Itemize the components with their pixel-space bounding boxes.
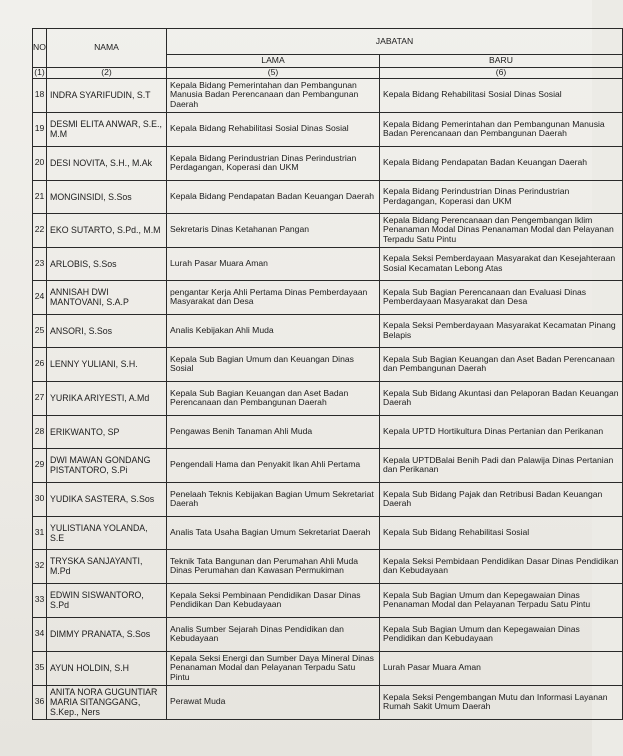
- old-position: Kepala Sub Bagian Umum dan Keuangan Dinas Sosial: [167, 347, 380, 381]
- row-number: 26: [33, 347, 47, 381]
- header-no: NO: [33, 29, 47, 68]
- new-position: Kepala Seksi Pemberdayaan Masyarakat dan Kesejahteraan Sosial Kecamatan Lebong Atas: [380, 247, 623, 280]
- table-row: [33, 381, 623, 415]
- row-number: 28: [33, 415, 47, 448]
- employee-name: LENNY YULIANI, S.H.: [47, 347, 167, 381]
- table-row: [33, 415, 623, 448]
- old-position: Kepala Bidang Rehabilitasi Sosial Dinas Sosial: [167, 112, 380, 146]
- new-position: Kepala Sub Bagian Umum dan Kepegawaian Dinas Pendidikan dan Kebudayaan: [380, 617, 623, 651]
- old-position: Kepala Sub Bagian Keuangan dan Aset Badan Perencanaan dan Pembangunan Daerah: [167, 381, 380, 415]
- index-cell: (6): [380, 67, 623, 78]
- row-number: 36: [33, 685, 47, 719]
- table-row: [33, 651, 623, 685]
- row-number: 31: [33, 516, 47, 549]
- employee-name: ERIKWANTO, SP: [47, 415, 167, 448]
- employee-name: YULISTIANA YOLANDA, S.E: [47, 516, 167, 549]
- row-number: 27: [33, 381, 47, 415]
- new-position: Kepala Sub Bagian Perencanaan dan Evaluasi Dinas Pemberdayaan Masyarakat dan Desa: [380, 280, 623, 314]
- new-position: Kepala Sub Bidang Akuntasi dan Pelaporan Badan Keuangan Daerah: [380, 381, 623, 415]
- old-position: Analis Kebijakan Ahli Muda: [167, 314, 380, 347]
- employee-name: EDWIN SISWANTORO, S.Pd: [47, 583, 167, 617]
- index-cell: (1): [34, 66, 45, 77]
- employee-name: ARLOBIS, S.Sos: [47, 247, 167, 280]
- row-number: 19: [33, 112, 47, 146]
- column-index-row: [33, 67, 623, 78]
- index-cell: (2): [47, 67, 167, 78]
- new-position: Kepala Seksi Pembidaan Pendidikan Dasar Dinas Pendidikan dan Kebudayaan: [380, 549, 623, 583]
- old-position: Lurah Pasar Muara Aman: [167, 247, 380, 280]
- old-position: Perawat Muda: [167, 685, 380, 719]
- old-position: Kepala Bidang Pemerintahan dan Pembangunan Manusia Badan Perencanaan dan Pembangunan Daerah: [167, 78, 380, 112]
- table-row: [33, 112, 623, 146]
- row-number: 25: [33, 314, 47, 347]
- new-position: Kepala UPTD Hortikultura Dinas Pertanian dan Perikanan: [380, 415, 623, 448]
- employee-name: TRYSKA SANJAYANTI, M.Pd: [47, 549, 167, 583]
- employee-name: YURIKA ARIYESTI, A.Md: [47, 381, 167, 415]
- new-position: Kepala Sub Bidang Rehabilitasi Sosial: [380, 516, 623, 549]
- table-row: [33, 685, 623, 719]
- new-position: Kepala Seksi Pengembangan Mutu dan Informasi Layanan Rumah Sakit Umum Daerah: [380, 685, 623, 719]
- employee-name: ANNISAH DWI MANTOVANI, S.A.P: [47, 280, 167, 314]
- new-position: Kepala Bidang Rehabilitasi Sosial Dinas Sosial: [380, 78, 623, 112]
- employee-name: YUDIKA SASTERA, S.Sos: [47, 482, 167, 516]
- row-number: 30: [33, 482, 47, 516]
- old-position: Pengawas Benih Tanaman Ahli Muda: [167, 415, 380, 448]
- employee-name: ANITA NORA GUGUNTIAR MARIA SITANGGANG, S.Kep., Ners: [47, 685, 167, 719]
- new-position: Kepala Sub Bidang Pajak dan Retribusi Badan Keuangan Daerah: [380, 482, 623, 516]
- new-position: Kepala Seksi Pemberdayaan Masyarakat Kecamatan Pinang Belapis: [380, 314, 623, 347]
- header-nama: NAMA: [47, 29, 167, 68]
- table-row: [33, 617, 623, 651]
- old-position: Analis Sumber Sejarah Dinas Pendidikan dan Kebudayaan: [167, 617, 380, 651]
- old-position: Kepala Bidang Pendapatan Badan Keuangan Daerah: [167, 180, 380, 213]
- new-position: Kepala Sub Bagian Umum dan Kepegawaian Dinas Penanaman Modal dan Pelayanan Terpadu Satu Pintu: [380, 583, 623, 617]
- jabatan-table: [32, 28, 623, 720]
- employee-name: MONGINSIDI, S.Sos: [47, 180, 167, 213]
- table-row: [33, 549, 623, 583]
- row-number: 32: [33, 549, 47, 583]
- row-number: 23: [33, 247, 47, 280]
- header-lama: LAMA: [167, 55, 380, 68]
- old-position: Kepala Seksi Pembinaan Pendidikan Dasar Dinas Pendidikan Dan Kebudayaan: [167, 583, 380, 617]
- row-number: 33: [33, 583, 47, 617]
- table-row: [33, 247, 623, 280]
- row-number: 20: [33, 146, 47, 180]
- table-row: [33, 583, 623, 617]
- table-row: [33, 482, 623, 516]
- old-position: Kepala Seksi Energi dan Sumber Daya Mineral Dinas Penanaman Modal dan Pelayanan Terpadu Satu Pintu: [167, 651, 380, 685]
- index-cell: (5): [167, 67, 380, 78]
- row-number: 35: [33, 651, 47, 685]
- row-number: 18: [33, 78, 47, 112]
- new-position: Kepala Bidang Perencanaan dan Pengembangan Iklim Penanaman Modal Dinas Penanaman Modal dan Pelayanan Terpadu Satu Pintu: [380, 213, 623, 247]
- new-position: Kepala Sub Bagian Keuangan dan Aset Badan Perencanaan dan Pembangunan Daerah: [380, 347, 623, 381]
- new-position: Kepala Bidang Pendapatan Badan Keuangan Daerah: [380, 146, 623, 180]
- new-position: Kepala Bidang Pemerintahan dan Pembangunan Manusia Badan Perencanaan dan Pembangunan Daerah: [380, 112, 623, 146]
- table-row: [33, 280, 623, 314]
- row-number: 21: [33, 180, 47, 213]
- row-number: 29: [33, 448, 47, 482]
- old-position: Penelaah Teknis Kebijakan Bagian Umum Sekretariat Daerah: [167, 482, 380, 516]
- old-position: pengantar Kerja Ahli Pertama Dinas Pemberdayaan Masyarakat dan Desa: [167, 280, 380, 314]
- table-row: [33, 314, 623, 347]
- old-position: Kepala Bidang Perindustrian Dinas Perindustrian Perdagangan, Koperasi dan UKM: [167, 146, 380, 180]
- table-row: [33, 516, 623, 549]
- new-position: Kepala UPTDBalai Benih Padi dan Palawija Dinas Pertanian dan Perikanan: [380, 448, 623, 482]
- header-jabatan: JABATAN: [167, 29, 623, 55]
- table-row: [33, 146, 623, 180]
- old-position: Analis Tata Usaha Bagian Umum Sekretariat Daerah: [167, 516, 380, 549]
- employee-name: INDRA SYARIFUDIN, S.T: [47, 78, 167, 112]
- table-row: [33, 78, 623, 112]
- employee-name: ANSORI, S.Sos: [47, 314, 167, 347]
- new-position: Kepala Bidang Perindustrian Dinas Perindustrian Perdagangan, Koperasi dan UKM: [380, 180, 623, 213]
- employee-name: EKO SUTARTO, S.Pd., M.M: [47, 213, 167, 247]
- old-position: Pengendali Hama dan Penyakit Ikan Ahli Pertama: [167, 448, 380, 482]
- new-position: Lurah Pasar Muara Aman: [380, 651, 623, 685]
- table-row: [33, 448, 623, 482]
- table-row: [33, 213, 623, 247]
- row-number: 24: [33, 280, 47, 314]
- old-position: Sekretaris Dinas Ketahanan Pangan: [167, 213, 380, 247]
- employee-name: DESMI ELITA ANWAR, S.E., M.M: [47, 112, 167, 146]
- row-number: 22: [33, 213, 47, 247]
- employee-name: DWI MAWAN GONDANG PISTANTORO, S.Pi: [47, 448, 167, 482]
- row-number: 34: [33, 617, 47, 651]
- old-position: Teknik Tata Bangunan dan Perumahan Ahli Muda Dinas Perumahan dan Kawasan Permukiman: [167, 549, 380, 583]
- employee-name: DIMMY PRANATA, S.Sos: [47, 617, 167, 651]
- header-baru: BARU: [380, 55, 623, 68]
- employee-name: DESI NOVITA, S.H., M.Ak: [47, 146, 167, 180]
- table-row: [33, 347, 623, 381]
- table-row: [33, 180, 623, 213]
- employee-name: AYUN HOLDIN, S.H: [47, 651, 167, 685]
